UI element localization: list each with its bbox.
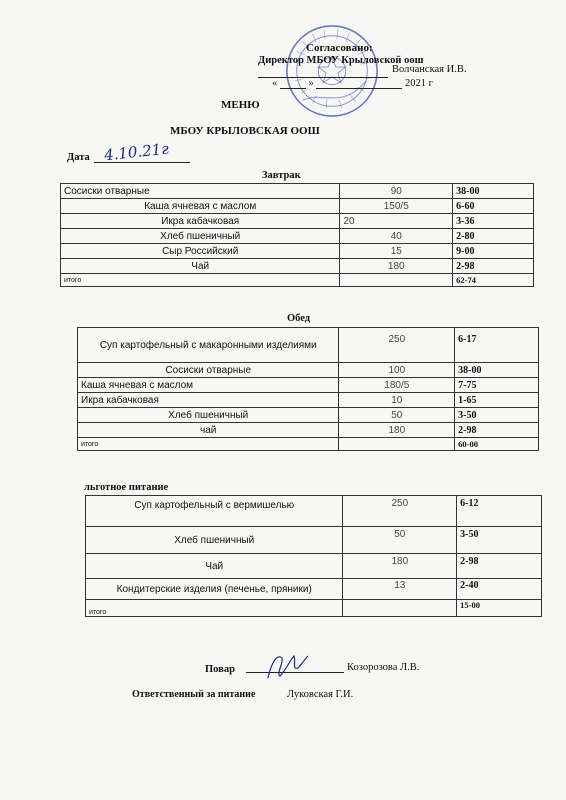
total-label: итого bbox=[86, 600, 343, 617]
dish-name: Суп картофельный с вермишелью bbox=[86, 496, 343, 527]
dish-price: 3-50 bbox=[455, 408, 539, 423]
lunch-title: Обед bbox=[287, 313, 311, 324]
dish-quantity: 50 bbox=[343, 527, 457, 554]
dish-quantity: 40 bbox=[340, 229, 453, 244]
dish-quantity: 180 bbox=[340, 259, 453, 274]
table-row bbox=[86, 579, 542, 600]
total-qty-empty bbox=[339, 438, 455, 451]
benefit-title: льготное питание bbox=[84, 482, 169, 493]
total-row bbox=[86, 600, 542, 617]
dish-name: Хлеб пшеничный bbox=[61, 229, 340, 244]
dish-price: 2-98 bbox=[453, 259, 534, 274]
dish-price: 6-60 bbox=[453, 199, 534, 214]
breakfast-table bbox=[60, 183, 534, 287]
approval-director-name: Волчанская И.В. bbox=[392, 64, 467, 75]
date-label: Дата bbox=[67, 152, 90, 163]
benefit-table bbox=[85, 495, 542, 617]
dish-quantity: 180 bbox=[339, 423, 455, 438]
approval-date-line bbox=[272, 78, 450, 89]
total-label: итого bbox=[61, 274, 340, 287]
dish-price: 2-98 bbox=[457, 554, 542, 579]
date-close-quote: » bbox=[308, 78, 314, 89]
school-stamp-seal bbox=[283, 22, 381, 120]
responsible-name: Луковская Г.И. bbox=[287, 689, 354, 700]
breakfast-title: Завтрак bbox=[262, 170, 301, 181]
dish-name: чай bbox=[78, 423, 339, 438]
dish-name: Сыр Российский bbox=[61, 244, 340, 259]
dish-price: 7-75 bbox=[455, 378, 539, 393]
dish-name: Чай bbox=[86, 554, 343, 579]
school-name: МБОУ КРЫЛОВСКАЯ ООШ bbox=[170, 125, 320, 137]
total-row bbox=[61, 274, 534, 287]
date-open-quote: « bbox=[272, 78, 278, 89]
dish-price: 2-80 bbox=[453, 229, 534, 244]
dish-price: 3-50 bbox=[457, 527, 542, 554]
dish-quantity: 50 bbox=[339, 408, 455, 423]
page-title: МЕНЮ bbox=[221, 99, 260, 111]
cook-signature-scribble bbox=[262, 650, 314, 684]
table-row bbox=[86, 554, 542, 579]
dish-name: Икра кабачковая bbox=[61, 214, 340, 229]
dish-name: Икра кабачковая bbox=[78, 393, 339, 408]
approval-month-blank bbox=[316, 78, 402, 89]
table-row bbox=[61, 259, 534, 274]
dish-price: 1-65 bbox=[455, 393, 539, 408]
dish-name: Каша ячневая с маслом bbox=[61, 199, 340, 214]
approval-heading: Согласовано: bbox=[306, 42, 373, 54]
table-row bbox=[78, 363, 539, 378]
dish-price: 9-00 bbox=[453, 244, 534, 259]
dish-name: Сосиски отварные bbox=[78, 363, 339, 378]
date-value-handwritten: 4.10.21г bbox=[103, 139, 170, 165]
table-row bbox=[78, 393, 539, 408]
table-row bbox=[61, 214, 534, 229]
total-price: 60-00 bbox=[455, 438, 539, 451]
dish-quantity: 90 bbox=[340, 184, 453, 199]
table-row bbox=[61, 229, 534, 244]
dish-quantity: 20 bbox=[340, 214, 453, 229]
table-row bbox=[61, 184, 534, 199]
dish-name: Сосиски отварные bbox=[61, 184, 340, 199]
table-row bbox=[86, 527, 542, 554]
dish-quantity: 250 bbox=[339, 328, 455, 363]
table-row bbox=[78, 408, 539, 423]
dish-quantity: 15 bbox=[340, 244, 453, 259]
responsible-label: Ответственный за питание bbox=[132, 689, 256, 700]
approval-date-blank bbox=[280, 78, 306, 89]
approval-year: 2021 г bbox=[405, 78, 433, 89]
dish-quantity: 10 bbox=[339, 393, 455, 408]
total-qty-empty bbox=[340, 274, 453, 287]
cook-label: Повар bbox=[205, 664, 235, 675]
dish-price: 38-00 bbox=[453, 184, 534, 199]
table-row bbox=[78, 378, 539, 393]
approval-director-title: Директор МБОУ Крыловской оош bbox=[258, 55, 424, 66]
dish-price: 6-12 bbox=[457, 496, 542, 527]
dish-name: Кондитерские изделия (печенье, пряники) bbox=[86, 579, 343, 600]
total-price: 15-00 bbox=[457, 600, 542, 617]
table-row bbox=[61, 244, 534, 259]
dish-quantity: 13 bbox=[343, 579, 457, 600]
dish-name: Чай bbox=[61, 259, 340, 274]
table-row bbox=[78, 423, 539, 438]
dish-name: Суп картофельный с макаронными изделиями bbox=[78, 328, 339, 363]
dish-price: 2-98 bbox=[455, 423, 539, 438]
dish-price: 2-40 bbox=[457, 579, 542, 600]
dish-quantity: 180/5 bbox=[339, 378, 455, 393]
dish-quantity: 180 bbox=[343, 554, 457, 579]
cook-name: Козорозова Л.В. bbox=[347, 662, 420, 673]
dish-price: 38-00 bbox=[455, 363, 539, 378]
table-row bbox=[61, 199, 534, 214]
dish-name: Хлеб пшеничный bbox=[86, 527, 343, 554]
table-row bbox=[86, 496, 542, 527]
dish-quantity: 100 bbox=[339, 363, 455, 378]
dish-price: 6-17 bbox=[455, 328, 539, 363]
dish-quantity: 150/5 bbox=[340, 199, 453, 214]
total-row bbox=[78, 438, 539, 451]
dish-name: Хлеб пшеничный bbox=[78, 408, 339, 423]
total-label: итого bbox=[78, 438, 339, 451]
lunch-table bbox=[77, 327, 539, 451]
table-row bbox=[78, 328, 539, 363]
dish-quantity: 250 bbox=[343, 496, 457, 527]
total-qty-empty bbox=[343, 600, 457, 617]
dish-name: Каша ячневая с маслом bbox=[78, 378, 339, 393]
total-price: 62-74 bbox=[453, 274, 534, 287]
dish-price: 3-36 bbox=[453, 214, 534, 229]
